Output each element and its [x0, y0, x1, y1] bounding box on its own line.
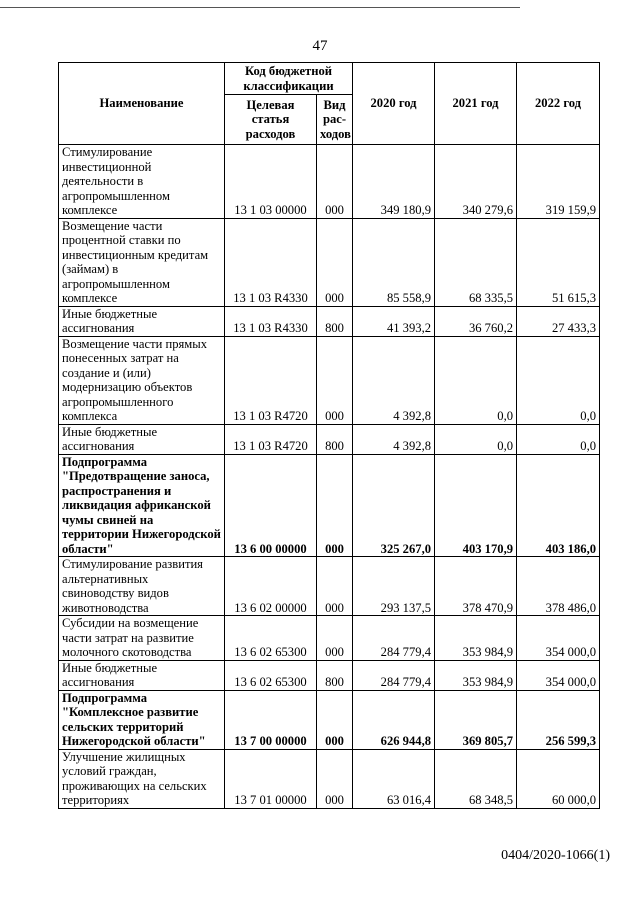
row-name: Возмещение части прямых понесенных затрат на создание и (или) модернизацию объектов агропромышленного комплекса: [59, 336, 225, 424]
row-value-2021: 353 984,9: [435, 616, 517, 661]
table-row: [59, 616, 600, 661]
row-value-2020: 626 944,8: [353, 690, 435, 749]
row-value-2020: 293 137,5: [353, 557, 435, 616]
row-name: Подпрограмма "Комплексное развитие сельских территорий Нижегородской области": [59, 690, 225, 749]
row-target-article: 13 1 03 R4330: [225, 306, 317, 336]
header-code-group: Код бюджетной классификации: [225, 63, 353, 95]
row-value-2021: 340 279,6: [435, 145, 517, 219]
page-number: 47: [312, 38, 328, 54]
row-expense-type: 000: [317, 454, 353, 557]
row-expense-type: 800: [317, 306, 353, 336]
table-row: [59, 690, 600, 749]
row-value-2020: 85 558,9: [353, 218, 435, 306]
table-row: [59, 306, 600, 336]
row-value-2021: 369 805,7: [435, 690, 517, 749]
row-value-2022: 354 000,0: [517, 616, 600, 661]
row-value-2021: 68 335,5: [435, 218, 517, 306]
row-expense-type: 000: [317, 749, 353, 808]
row-target-article: 13 1 03 R4720: [225, 336, 317, 424]
row-value-2020: 349 180,9: [353, 145, 435, 219]
row-value-2022: 0,0: [517, 424, 600, 454]
row-name: Подпрограмма "Предотвращение заноса, распространения и ликвидация африканской чумы свиней на территории Нижегородской области": [59, 454, 225, 557]
row-value-2021: 0,0: [435, 336, 517, 424]
row-target-article: 13 7 00 00000: [225, 690, 317, 749]
row-value-2022: 354 000,0: [517, 660, 600, 690]
row-name: Иные бюджетные ассигнования: [59, 424, 225, 454]
row-expense-type: 000: [317, 616, 353, 661]
row-value-2021: 36 760,2: [435, 306, 517, 336]
row-target-article: 13 6 02 65300: [225, 660, 317, 690]
row-expense-type: 000: [317, 690, 353, 749]
row-value-2022: 51 615,3: [517, 218, 600, 306]
header-name: Наименование: [59, 63, 225, 145]
top-rule: [0, 7, 520, 8]
row-value-2020: 63 016,4: [353, 749, 435, 808]
row-target-article: 13 1 03 00000: [225, 145, 317, 219]
row-value-2020: 4 392,8: [353, 424, 435, 454]
table-row: [59, 336, 600, 424]
row-target-article: 13 1 03 R4330: [225, 218, 317, 306]
row-value-2022: 256 599,3: [517, 690, 600, 749]
header-year-2022: 2022 год: [517, 63, 600, 145]
table-row: [59, 424, 600, 454]
row-name: Улучшение жилищных условий граждан, проживающих на сельских территориях: [59, 749, 225, 808]
row-value-2020: 325 267,0: [353, 454, 435, 557]
row-value-2021: 378 470,9: [435, 557, 517, 616]
row-name: Стимулирование развития альтернативных свиноводству видов животноводства: [59, 557, 225, 616]
table-row: [59, 145, 600, 219]
budget-table: [58, 62, 600, 809]
row-value-2021: 68 348,5: [435, 749, 517, 808]
table-row: [59, 218, 600, 306]
table-row: [59, 454, 600, 557]
row-value-2020: 41 393,2: [353, 306, 435, 336]
table-row: [59, 749, 600, 808]
row-target-article: 13 7 01 00000: [225, 749, 317, 808]
row-target-article: 13 6 02 00000: [225, 557, 317, 616]
row-value-2022: 378 486,0: [517, 557, 600, 616]
row-value-2022: 0,0: [517, 336, 600, 424]
row-value-2022: 319 159,9: [517, 145, 600, 219]
header-year-2021: 2021 год: [435, 63, 517, 145]
row-value-2022: 60 000,0: [517, 749, 600, 808]
document-code: 0404/2020-1066(1): [501, 848, 610, 863]
table-body: [59, 145, 600, 809]
row-name: Стимулирование инвестиционной деятельности в агропромышленном комплексе: [59, 145, 225, 219]
row-name: Возмещение части процентной ставки по инвестиционным кредитам (займам) в агропромышленном комплексе: [59, 218, 225, 306]
header-expense-type: Вид рас-ходов: [317, 95, 353, 145]
row-expense-type: 000: [317, 336, 353, 424]
row-expense-type: 800: [317, 660, 353, 690]
row-value-2021: 0,0: [435, 424, 517, 454]
row-expense-type: 000: [317, 145, 353, 219]
row-expense-type: 000: [317, 218, 353, 306]
table-row: [59, 660, 600, 690]
row-value-2021: 403 170,9: [435, 454, 517, 557]
header-target-article: Целевая статья расходов: [225, 95, 317, 145]
row-target-article: 13 6 02 65300: [225, 616, 317, 661]
row-value-2020: 284 779,4: [353, 660, 435, 690]
row-expense-type: 800: [317, 424, 353, 454]
row-value-2020: 4 392,8: [353, 336, 435, 424]
row-value-2020: 284 779,4: [353, 616, 435, 661]
row-name: Иные бюджетные ассигнования: [59, 660, 225, 690]
row-expense-type: 000: [317, 557, 353, 616]
row-value-2021: 353 984,9: [435, 660, 517, 690]
row-target-article: 13 1 03 R4720: [225, 424, 317, 454]
row-value-2022: 403 186,0: [517, 454, 600, 557]
table-row: [59, 557, 600, 616]
row-name: Субсидии на возмещение части затрат на развитие молочного скотоводства: [59, 616, 225, 661]
row-value-2022: 27 433,3: [517, 306, 600, 336]
header-year-2020: 2020 год: [353, 63, 435, 145]
row-name: Иные бюджетные ассигнования: [59, 306, 225, 336]
row-target-article: 13 6 00 00000: [225, 454, 317, 557]
